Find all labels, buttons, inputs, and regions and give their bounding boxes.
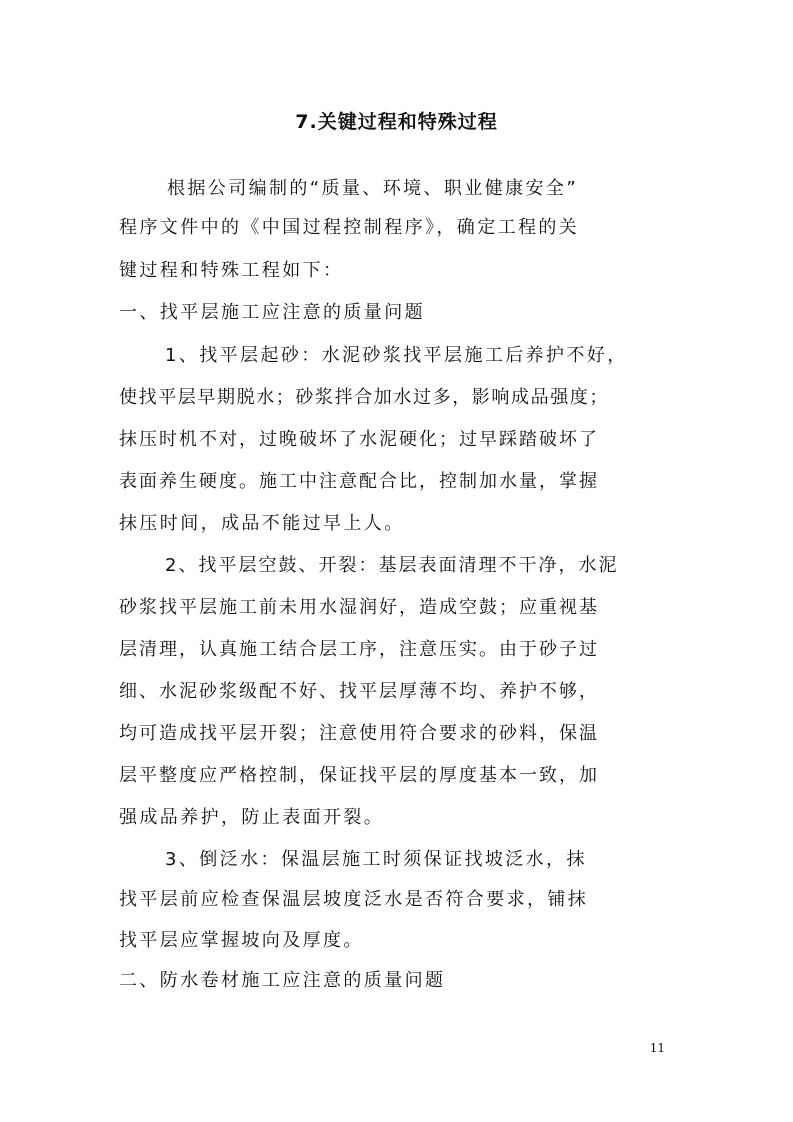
section-heading: 二、防水卷材施工应注意的质量问题 xyxy=(119,970,446,991)
body-line: 表面养生硬度。施工中注意配合比，控制加水量，掌握 xyxy=(119,471,599,492)
body-line: 程序文件中的《中国过程控制程序》，确定工程的关 xyxy=(119,217,580,238)
page-number: 11 xyxy=(649,1041,665,1055)
body-line: 均可造成找平层开裂；注意使用符合要求的砂料，保温 xyxy=(119,723,599,744)
body-line: 强成品养护，防止表面开裂。 xyxy=(119,807,385,828)
body-line: 砂浆找平层施工前未用水湿润好，造成空鼓；应重视基 xyxy=(119,597,599,618)
body-line: 1、找平层起砂：水泥砂浆找平层施工后养护不好， xyxy=(165,345,628,366)
body-line: 找平层应掌握坡向及厚度。 xyxy=(119,930,364,951)
body-line: 抹压时机不对，过晚破坏了水泥硬化；过早踩踏破坏了 xyxy=(119,429,599,450)
body-line: 细、水泥砂浆级配不好、找平层厚薄不均、养护不够， xyxy=(119,681,599,702)
body-line: 3、倒泛水：保温层施工时须保证找坡泛水，抹 xyxy=(165,849,587,870)
body-line: 层清理，认真施工结合层工序，注意压实。由于砂子过 xyxy=(119,639,599,660)
body-line: 2、找平层空鼓、开裂：基层表面清理不干净，水泥 xyxy=(165,555,619,576)
body-line: 使找平层早期脱水；砂浆拌合加水过多，影响成品强度； xyxy=(119,387,609,408)
body-line: 抹压时间，成品不能过早上人。 xyxy=(119,513,405,534)
body-line: 键过程和特殊工程如下： xyxy=(119,260,344,281)
section-heading: 一、找平层施工应注意的质量问题 xyxy=(119,302,425,323)
body-line: 层平整度应严格控制，保证找平层的厚度基本一致，加 xyxy=(119,765,599,786)
body-line: 根据公司编制的“质量、环境、职业健康安全” xyxy=(167,178,579,199)
body-line: 找平层前应检查保温层坡度泛水是否符合要求，铺抹 xyxy=(119,889,589,910)
page-title: 7.关键过程和特殊过程 xyxy=(295,111,498,133)
